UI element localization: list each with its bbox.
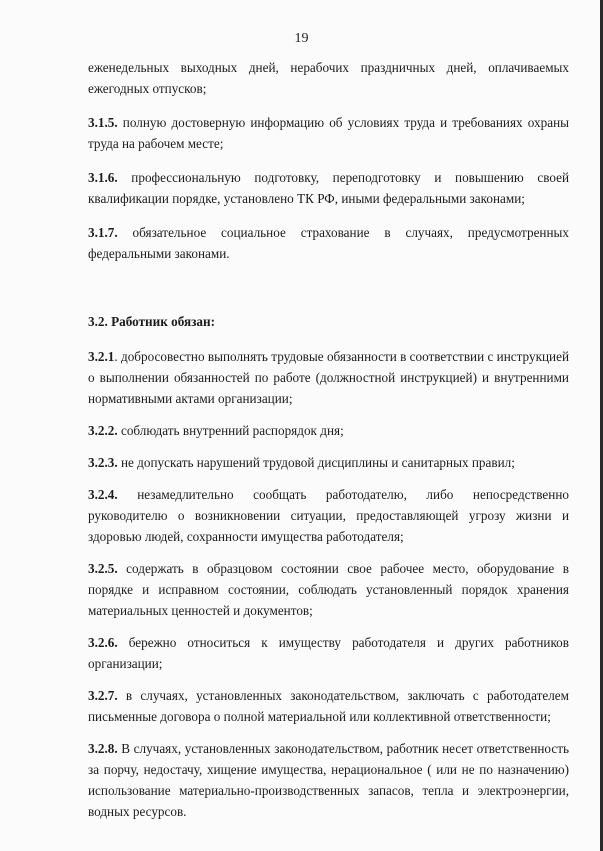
paragraph-3-2-2	[88, 420, 569, 441]
paragraph-text: соблюдать внутренний распорядок дня;	[117, 423, 344, 438]
clause-number: 3.1.6.	[88, 170, 118, 185]
document-body	[88, 57, 569, 833]
paragraph-3-1-6	[88, 167, 569, 209]
clause-number: 3.1.5.	[88, 115, 118, 130]
clause-number: 3.2.2.	[88, 423, 118, 438]
paragraph-3-2-5	[88, 558, 569, 621]
paragraph-text: еженедельных выходных дней, нерабочих праздничных дней, оплачиваемых ежегодных отпусков;	[88, 60, 569, 96]
paragraph-text: не допускать нарушений трудовой дисциплины и санитарных правил;	[117, 455, 515, 470]
paragraph-3-2-7	[88, 685, 569, 727]
clause-number: 3.2.3.	[88, 455, 118, 470]
paragraph-continuation	[88, 57, 569, 99]
clause-number: 3.2.6.	[88, 635, 118, 650]
clause-number: 3.1.7.	[88, 225, 118, 240]
paragraph-3-2-3	[88, 452, 569, 473]
page-number: 19	[294, 31, 309, 46]
paragraph-text: полную достоверную информацию об условиях труда и требованиях охраны труда на рабочем месте;	[88, 115, 569, 151]
clause-number: 3.2.4.	[88, 487, 118, 502]
paragraph-3-2-1	[88, 346, 569, 409]
paragraph-text: незамедлительно сообщать работодателю, либо непосредственно руководителю о возникновении ситуации, предоставляющей угрозу жизни и здоровью людей, сохранности имущества работодателя;	[88, 487, 569, 544]
paragraph-3-2-6	[88, 632, 569, 674]
paragraph-text: содержать в образцовом состоянии свое рабочее место, оборудование в порядке и исправном состоянии, соблюдать установленный порядок хранения материальных ценностей и документов;	[88, 561, 569, 618]
paragraph-text: профессиональную подготовку, переподготовку и повышению своей квалификации порядке, установлено ТК РФ, иными федеральными законами;	[88, 170, 569, 206]
paragraph-3-2-4	[88, 484, 569, 547]
section-title: 3.2. Работник обязан:	[88, 314, 216, 329]
clause-number: 3.2.5.	[88, 561, 118, 576]
section-spacer	[88, 277, 569, 311]
paragraph-text: . добросовестно выполнять трудовые обязанности в соответствии с инструкцией о выполнении обязанностей по работе (должностной инструкцией) и внутренними нормативными актами организации;	[88, 349, 569, 406]
paragraph-3-2-8	[88, 738, 569, 822]
paragraph-text: В случаях, установленных законодательством, работник несет ответственность за порчу, недостачу, хищение имущества, нерациональное ( или не по назначению) использование материально-производственных запасов, тепла и электроэнергии, водных ресурсов.	[88, 741, 569, 819]
clause-number: 3.2.7.	[88, 688, 118, 703]
paragraph-text: в случаях, установленных законодательством, заключать с работодателем письменные договора о полной материальной или коллективной ответственности;	[88, 688, 569, 724]
paragraph-3-1-5	[88, 112, 569, 154]
clause-number: 3.2.8.	[88, 741, 118, 756]
clause-number: 3.2.1	[88, 349, 115, 364]
paragraph-text: бережно относиться к имуществу работодателя и других работников организации;	[88, 635, 569, 671]
paragraph-3-1-7	[88, 222, 569, 264]
paragraph-text: обязательное социальное страхование в случаях, предусмотренных федеральными законами.	[88, 225, 569, 261]
